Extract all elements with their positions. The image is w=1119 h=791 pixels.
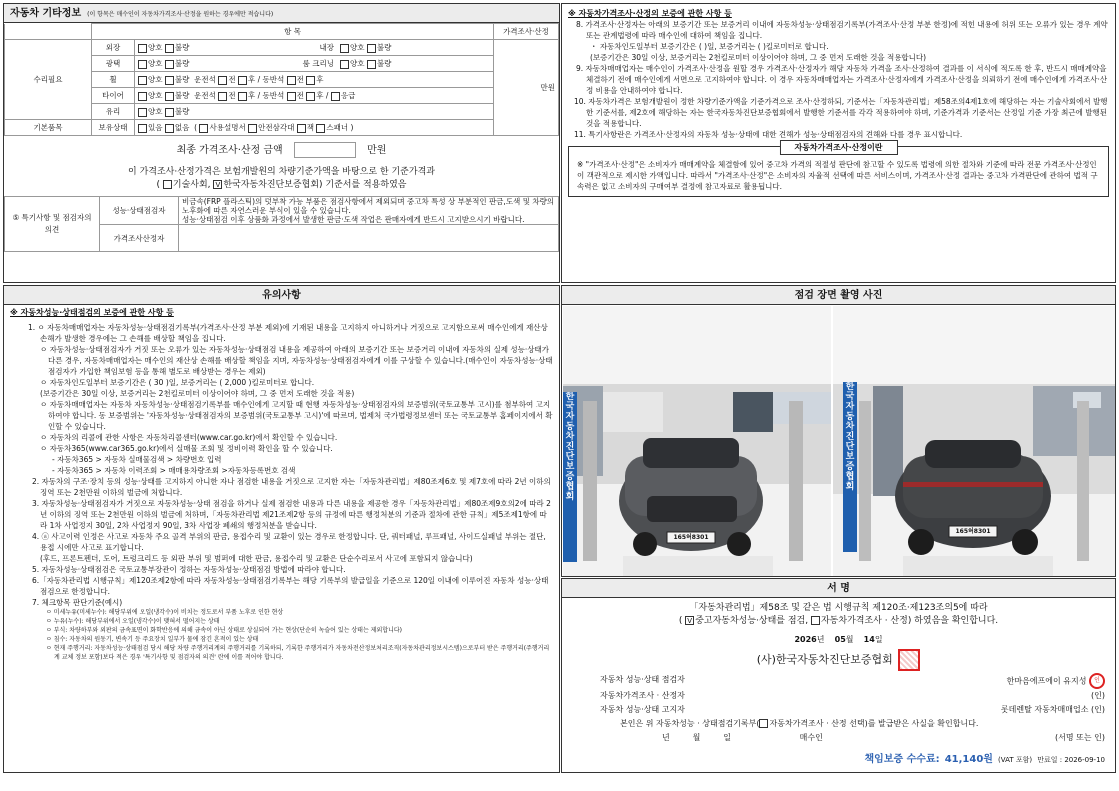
notice-p4: 4. ⓐ 사고이력 인정은 사고로 자동차 주요 골격 부위의 판금, 용접수리 및 교환이 있는 경우로 한정합니다. 단, 쿼터패널, 루프패널, 사이드실패널 부위는 절단, 용접 시에만 사고로 표기합니다. bbox=[32, 532, 546, 552]
tire-driver-rear-checkbox[interactable] bbox=[238, 92, 247, 101]
appraiser-sign-label: 자동차가격조사 · 산정자 bbox=[600, 691, 685, 700]
interior-bad-label: 불량 bbox=[376, 43, 392, 52]
appraisal-definition-text: ※ "가격조사·산정"은 소비자가 매매계약을 체결함에 있어 중고차 가격의 적절성 판단에 참고할 수 있도록 법령에 의한 절차와 기준에 따라 전문 가격조사·산정인이 객관적으로 제시한 가액입니다. 따라서 "가격조사·산정"은 소비자의 자율적 선택에 따른 서비스이며, 가격조사·산정 결과는 중고차 가격판단에 관하여 법적 구속력은 없고 소비자의 구매여부 결정에 참고자료로 활용됩니다. bbox=[577, 160, 1098, 191]
etc-info-header bbox=[4, 4, 559, 23]
price-warranty-title: ※ 자동차가격조사·산정의 보증에 관한 사항 등 bbox=[568, 9, 732, 18]
appraiser-opinion-label: 가격조사산정자 bbox=[100, 225, 179, 252]
price-warranty-p8: 8. 가격조사·산정자는 아래의 보증기간 또는 보증거리 이내에 자동차성능·상태점검기록부(가격조사·산정 부분 한정)에 적힌 내용에 허위 또는 오류가 있는 경우 계약 또는 관계법령에 따라 매수인에 대하여 책임을 집니다. bbox=[576, 20, 1108, 40]
fee-label: 책임보증 수수료: bbox=[864, 754, 940, 765]
appraiser-opinion-field[interactable] bbox=[179, 225, 559, 252]
exterior-good-label: 양호 bbox=[148, 43, 163, 52]
sign-month: 05 bbox=[834, 635, 846, 644]
wheel-pass-rear-label: 후 bbox=[316, 75, 324, 84]
wheel-driver-front-label: 전 bbox=[228, 75, 236, 84]
notice-p7: 7. 체크항목 판단기준(예시) bbox=[32, 598, 123, 607]
final-price-row bbox=[4, 142, 559, 160]
used-car-inspect-checkbox[interactable]: V bbox=[685, 616, 694, 625]
org-seal-stamp bbox=[898, 649, 920, 671]
glass-good-label: 양호 bbox=[148, 107, 163, 116]
exterior-label: 외장 bbox=[92, 40, 135, 56]
notice-title: ※ 자동차성능·상태점검의 보증에 관한 사항 등 bbox=[10, 308, 174, 317]
front-banner: 한국자동차진단보증협회 bbox=[563, 392, 577, 562]
notice-p1b: ㅇ 자동차성능·상태점검자가 거짓 또는 오류가 있는 자동차성능·상태점검 내용을 제공하여 아래의 보증기간 또는 보증거리 이내에 자동차의 실제 성능·상태가 다른 경우, 자동차매매업자는 매수인의 재산상 손해를 배상할 책임을 지며, 자동차성능·상태점검자에게 이를 구상할 수 있습니다.(매수인이 자동차성능·상태점검자가 가입한 책임보험 등을 통해 별도로 배상받는 경우는 제외) bbox=[40, 345, 553, 376]
tire-label: 타이어 bbox=[92, 88, 135, 104]
engineers-society-label: 기술사회, bbox=[172, 180, 214, 190]
buyer-year: 년 bbox=[662, 733, 670, 742]
notice-p1f: ㅇ 자동차의 리콜에 관한 사항은 자동차리콜센터(www.car.go.kr)에서 확인할 수 있습니다. bbox=[40, 433, 338, 442]
buyer-signature-field[interactable]: (서명 또는 인) bbox=[1055, 733, 1105, 742]
warranty-fee-line bbox=[562, 747, 1115, 766]
inspection-photo-front bbox=[563, 306, 831, 576]
basis-paren: ( bbox=[156, 180, 163, 190]
wheel-pass-front-checkbox[interactable] bbox=[287, 76, 296, 85]
kadwa-label: 한국자동차진단보증협회) 기준서를 적용하였음 bbox=[223, 180, 407, 190]
buyer-month: 월 bbox=[692, 733, 701, 742]
tire-good-checkbox[interactable] bbox=[138, 92, 147, 101]
notice-p5: 5. 자동차성능·상태점검은 국토교통부장관이 정하는 자동차성능·상태점검 방법에 따라야 합니다. bbox=[32, 565, 346, 574]
signature-date bbox=[562, 634, 1115, 645]
notice-p1h: - 자동차365 > 자동차 실매물검색 > 차량번호 입력 bbox=[52, 455, 222, 464]
appraisal-definition-title: 자동차가격조사·산정이란 bbox=[779, 140, 897, 155]
wheel-driver-rear-checkbox[interactable] bbox=[238, 76, 247, 85]
notice-p4b: (후드, 프론트펜더, 도어, 트렁크리드 등 외판 부위 및 범퍼에 대한 판금, 용접수리 및 교환은 단순수리로서 사고에 포함되지 않습니다) bbox=[40, 554, 473, 563]
front-plate: 165허8301 bbox=[673, 534, 709, 541]
gloss-bad-label: 불량 bbox=[174, 59, 190, 68]
rear-plate: 165허8301 bbox=[955, 528, 991, 535]
tire-passenger-label: / 동반석 bbox=[257, 91, 285, 100]
kadwa-checkbox[interactable]: V bbox=[213, 180, 222, 189]
gloss-bad-checkbox[interactable] bbox=[165, 60, 174, 69]
etc-info-title: 자동차 기타정보 bbox=[10, 8, 82, 19]
wheel-good-checkbox[interactable] bbox=[138, 76, 147, 85]
opinion-note-2: 성능·상태점검 이후 상품화 과정에서 발생한 판금·도색 작업은 판매자에게 반드시 고지받으시기 바랍니다. bbox=[182, 215, 525, 224]
sign-year-unit: 년 bbox=[816, 635, 825, 644]
gloss-good-label: 양호 bbox=[148, 59, 163, 68]
sign-year: 2026 bbox=[794, 635, 817, 644]
rear-banner: 한국자동차진단보증협회 bbox=[843, 382, 857, 552]
exterior-good-checkbox[interactable] bbox=[138, 44, 147, 53]
final-price-input[interactable] bbox=[294, 142, 356, 158]
notice-p1d: (보증기간은 30일 이상, 보증거리는 2천킬로미터 이상이어야 하며, 그 중 먼저 도래한 것을 적용) bbox=[40, 389, 355, 398]
notice-check-3: ㅇ 부식: 차량하부와 외판의 금속표면이 화학반응에 의해 금속이 아닌 상태로 상실되어 가는 현상(단순히 녹슬어 있는 상태는 제외합니다) bbox=[46, 627, 403, 634]
receipt-text-b: 자동차가격조사 · 산정 선택)를 발급받은 사실을 확인합니다. bbox=[769, 719, 979, 728]
holding-status-label: 보유상태 bbox=[92, 120, 135, 136]
fee-value: 41,140원 bbox=[944, 754, 993, 765]
signature-panel bbox=[561, 578, 1116, 773]
room-bad-label: 불량 bbox=[376, 59, 392, 68]
used-car-inspect-label: 중고자동차성능·상태를 점검, bbox=[695, 616, 811, 626]
tire-pass-rear-label: 후 bbox=[316, 91, 324, 100]
interior-bad-checkbox[interactable] bbox=[367, 44, 376, 53]
price-appraisal-checkbox[interactable] bbox=[811, 616, 820, 625]
tire-driver-rear-label: 후 bbox=[247, 91, 256, 100]
wheel-bad-checkbox[interactable] bbox=[165, 76, 174, 85]
signature-confirm-line bbox=[562, 615, 1115, 628]
notice-p1g: ㅇ 자동차365(www.car365.go.kr)에서 실매물 조회 및 정비이력 확인을 할 수 있습니다. bbox=[40, 444, 333, 453]
price-basis-line1: 이 가격조사·산정가격은 보험개발원의 차량기준가액을 바탕으로 한 기준가격과 bbox=[128, 167, 435, 177]
tire-good-label: 양호 bbox=[148, 91, 163, 100]
notice-p1: 1. ㅇ 자동차매매업자는 자동차성능·상태점검기록부(가격조사·산정 부분 제외)에 기재된 내용을 고지하지 아니하거나 거짓으로 고지함으로써 매수인에게 재산상 손해가 발생한 경우에는 그 손해를 배상할 책임을 집니다. bbox=[28, 323, 548, 343]
wheel-bad-label: 불량 bbox=[174, 75, 190, 84]
spanner-checkbox[interactable] bbox=[316, 124, 325, 133]
room-good-label: 양호 bbox=[350, 59, 365, 68]
notice-check-1: ㅇ 미세누유(미세누수): 해당부위에 오일(냉각수)이 비치는 정도로서 부품 노후로 인한 현상 bbox=[46, 609, 284, 616]
signature-law-line: 「자동차관리법」제58조 및 같은 법 시행규칙 제120조·제123조의5에 따라 bbox=[689, 603, 988, 613]
price-warranty-p11: 11. 특기사항란은 가격조사·산정자의 자동차 성능·상태에 대한 견해가 성능·상태점검자의 견해와 다를 경우 표시합니다. bbox=[574, 130, 963, 139]
have-checkbox[interactable] bbox=[138, 124, 147, 133]
triangle-label: 안전삼각대 bbox=[258, 123, 295, 132]
notice-p3: 3. 자동차성능·상태점검자가 거짓으로 자동차성능·상태 점검을 하거나 실제 점검한 내용과 다른 내용을 제공한 경우「자동차관리법」제80조제9호의2에 따라 2년 이하의 징역 또는 2천만원 이하의 벌금에 처하며,「자동차관리법 제21조제2항 등의 규정에 따른 행정처분의 기준과 절차에 관한 규칙」제5조제1항에 따라 1차 사업정지 30일, 2차 사업정지 90일, 3차 사업장 폐쇄의 행정처분을 받습니다. bbox=[32, 499, 551, 530]
have-label: 있음 bbox=[148, 123, 163, 132]
tire-driver-front-label: 전 bbox=[228, 91, 236, 100]
exterior-bad-checkbox[interactable] bbox=[165, 44, 174, 53]
room-good-checkbox[interactable] bbox=[340, 60, 349, 69]
glass-good-checkbox[interactable] bbox=[138, 108, 147, 117]
gloss-label: 광택 bbox=[92, 56, 135, 72]
wheel-pass-rear-checkbox[interactable] bbox=[306, 76, 315, 85]
manual-label: 사용설명서 bbox=[209, 123, 246, 132]
opinion-label: ⑤ 특기사항 및 점검자의 의견 bbox=[5, 197, 100, 252]
sign-month-unit: 월 bbox=[845, 635, 854, 644]
appraiser-sign-value: (인) bbox=[1091, 691, 1105, 700]
tire-bad-label: 불량 bbox=[174, 91, 190, 100]
final-price-label: 최종 가격조사·산정 금액 bbox=[176, 145, 283, 156]
buyer-day: 일 bbox=[723, 733, 731, 742]
notice-p6: 6.「자동차관리법 시행규칙」제120조제2항에 따라 자동차성능·상태점검기록부는 해당 기록부의 발급일을 기준으로 120일 이내에 이루어진 자동차 성능·상태점검으로 한정합니다. bbox=[32, 576, 549, 596]
final-price-unit: 만원 bbox=[367, 145, 387, 156]
signature-header: 서 명 bbox=[562, 579, 1115, 598]
etc-info-note: (이 항목은 매수인이 자동차가격조사·산정을 원하는 경우에만 적습니다) bbox=[87, 11, 274, 18]
price-unit-manwon: 만원 bbox=[494, 40, 559, 136]
tire-bad-checkbox[interactable] bbox=[165, 92, 174, 101]
tire-pass-front-label: 전 bbox=[296, 91, 304, 100]
interior-good-checkbox[interactable] bbox=[340, 44, 349, 53]
none-checkbox[interactable] bbox=[165, 124, 174, 133]
receipt-appraisal-checkbox[interactable] bbox=[759, 719, 768, 728]
price-appraisal-label: 자동차가격조사 · 산정) 하였음을 확인합니다. bbox=[820, 616, 999, 626]
price-warranty-p8b: (보증기간은 30일 이상, 보증거리는 2천킬로미터 이상이어야 하며, 그 중 먼저 도래한 것을 적용합니다) bbox=[590, 53, 927, 62]
wheel-label: 휠 bbox=[92, 72, 135, 88]
price-warranty-p10: 10. 자동차가격은 보험개발원이 정한 차량기준가액을 기준가격으로 조사·산정하되, 기준서는「자동차관리법」제58조의4제1호에 해당하는 자는 기술사회에서 발행한 기준서를, 제2호에 해당하는 자는 한국자동차진단보증협회에서 발행한 기준서를 각각 적용하여야 하며, 기준가격과 기준서는 산정일 기준 가장 최근에 발행된 것을 적용합니다. bbox=[574, 97, 1108, 128]
wheel-passenger-label: / 동반석 bbox=[257, 75, 285, 84]
notice-p1i: - 자동차365 > 자동차 이력조회 > 매매용차량조회 >자동차등록번호 검색 bbox=[52, 466, 296, 475]
jack-checkbox[interactable] bbox=[297, 124, 306, 133]
tire-driver-front-checkbox[interactable] bbox=[218, 92, 227, 101]
wheel-driver-front-checkbox[interactable] bbox=[218, 76, 227, 85]
tire-pass-front-checkbox[interactable] bbox=[287, 92, 296, 101]
wheel-driver-rear-label: 후 bbox=[247, 75, 256, 84]
room-bad-checkbox[interactable] bbox=[367, 60, 376, 69]
photo-header: 점검 장면 촬영 사진 bbox=[562, 286, 1115, 305]
opinion-table bbox=[4, 196, 559, 252]
none-label: 없음 bbox=[174, 123, 190, 132]
appraisal-definition-box bbox=[568, 143, 1109, 197]
gloss-good-checkbox[interactable] bbox=[138, 60, 147, 69]
etc-info-table: 항 목 가격조사·산정 수리필요 외장 양호 불량 내장 양호 불량 만원 광택 양호 불량 룸 크리닝 양호 불량 휠 양호 불량 운전석 전 후 / 동반석 전 후 타이어 양호 불량 운전석 전 후 / 동반석 전 후 / 응급 유리 양호 불량 기본품목 보유상태 있음 없음 ( 사용설명서 안전삼각대 잭 스패너 ) bbox=[4, 23, 559, 136]
inspector-seal-stamp: 인 bbox=[1089, 673, 1105, 689]
price-warranty-p8a: ・ 자동차인도일부터 보증기간은 ( )일, 보증거리는 ( )킬로미터로 합니다. bbox=[590, 42, 829, 51]
photo-panel bbox=[561, 285, 1116, 577]
col-item-header: 항 목 bbox=[92, 24, 494, 40]
notifier-sign-value: 롯데렌탈 자동차매매업소 (인) bbox=[1000, 705, 1105, 714]
notice-p1c: ㅇ 자동차인도일부터 보증기간은 ( 30 )일, 보증거리는 ( 2,000 )킬로미터로 합니다. bbox=[40, 378, 315, 387]
notice-check-5: ㅇ 현재 주행거리: 자동차성능·상태점검 당시 해당 차량 주행거리계의 주행거리를 기록하되, 기록한 주행거리가 자동차전산정보처리조직(자동차관리정보시스템)으로부터 받은 주행거리(주행거리계 교체 정보 포함)보다 적은 경우 '특기사항 및 점검자의 의견' 란에 이를 적어야 합니다. bbox=[46, 645, 550, 661]
spanner-label: 스패너 ) bbox=[326, 123, 354, 132]
sign-day: 14 bbox=[863, 635, 875, 644]
notice-check-2: ㅇ 누유(누수): 해당부위에서 오일(냉각수)이 맺혀서 떨어지는 상태 bbox=[46, 618, 220, 625]
tire-pass-rear-checkbox[interactable] bbox=[306, 92, 315, 101]
tire-emergency-label: 응급 bbox=[340, 91, 356, 100]
signature-rows bbox=[562, 671, 1115, 745]
price-basis-text bbox=[4, 166, 559, 192]
manual-checkbox[interactable] bbox=[199, 124, 208, 133]
price-warranty-p9: 9. 자동차매매업자는 매수인이 가격조사·산정을 원할 경우 가격조사·산정자가 해당 자동차 가격을 조사·산정하여 결과를 이 서식에 적도록 한 후, 반드시 매매계약을 체결하기 전에 매수인에게 서면으로 고지하여야 합니다. 이 경우 자동차매매업자는 가격조사·산정자에게 가격조사·산정을 의뢰하기 전에 매수인에게 가격조사·산정 비용을 안내하여야 합니다. bbox=[576, 64, 1108, 95]
inspector-sign-label: 자동차 성능·상태 점검자 bbox=[600, 675, 685, 684]
price-warranty-panel bbox=[561, 3, 1116, 283]
basic-items-label: 기본품목 bbox=[5, 120, 92, 136]
opinion-note-1: 비금속(FRP 플라스틱)의 덧부착 가능 부품은 점검사항에서 제외되며 중고차 특성 상 부분적인 판금,도색 및 차량의 노후화에 따른 자연스러운 부식이 있을 수 있습니다. bbox=[182, 197, 555, 215]
signature-org bbox=[562, 649, 1115, 671]
sign-day-unit: 일 bbox=[874, 635, 883, 644]
wheel-pass-front-label: 전 bbox=[296, 75, 304, 84]
room-cleaning-label: 룸 크리닝 bbox=[281, 56, 337, 72]
inspector-opinion-label: 성능·상태점검자 bbox=[100, 197, 179, 225]
notice-p1e: ㅇ 자동차매매업자는 자동차 자동차성능·상태점검기록부를 매수인에게 고지할 때 현행 자동차성능·상태점검자의 보증범위(국토교통부 고시)를 첨부하여 고지하여야 합니다. 동 보증범위는 '자동차성능·상태점검자의 보증범위(국토교통부 고시)'에 따르며, 법제처 국가법령정보센터 또는 국토교통부 홈페이지에서 확인할 수 있습니다. bbox=[40, 400, 553, 431]
repair-needed-label: 수리필요 bbox=[5, 40, 92, 120]
glass-label: 유리 bbox=[92, 104, 135, 120]
vehicle-etc-info-panel bbox=[3, 3, 560, 283]
notice-header: 유의사항 bbox=[4, 286, 559, 305]
interior-label: 내장 bbox=[281, 40, 337, 56]
price-basis-line2 bbox=[4, 179, 559, 192]
notice-panel bbox=[3, 285, 560, 773]
notice-check-4: ㅇ 침수: 자동차의 원동기, 변속기 등 주요장치 일부가 물에 잠긴 흔적이 있는 상태 bbox=[46, 636, 259, 643]
inspection-photo-rear bbox=[833, 306, 1115, 576]
wheel-good-label: 양호 bbox=[148, 75, 163, 84]
wheel-driver-label: 운전석 bbox=[194, 75, 216, 84]
interior-good-label: 양호 bbox=[350, 43, 365, 52]
fee-vat: (VAT 포함) bbox=[998, 756, 1033, 764]
col-price-header: 가격조사·산정 bbox=[494, 24, 559, 40]
engineers-society-checkbox[interactable] bbox=[163, 180, 172, 189]
sign-org-name: (사)한국자동차진단보증협회 bbox=[756, 653, 893, 666]
jack-label: 잭 bbox=[306, 123, 314, 132]
notice-p2: 2. 자동차의 구조·장치 등의 성능·상태를 고지하지 아니한 자나 점검한 내용을 거짓으로 고지한 자는「자동차관리법」제80조제6호 및 제7호에 따라 2년 이하의 징역 또는 2천만원 이하의 벌금에 처합니다. bbox=[32, 477, 551, 497]
inspector-sign-value: 한마음에프에이 유지성 bbox=[1006, 676, 1087, 686]
warranty-expiry: 만료일 : 2026-09-10 bbox=[1037, 756, 1105, 764]
buyer-label: 매수인 bbox=[799, 733, 823, 742]
glass-bad-label: 불량 bbox=[174, 107, 190, 116]
receipt-text-a: 본인은 위 자동차성능 · 상태점검기록부( bbox=[620, 719, 760, 728]
notifier-sign-label: 자동차 성능·상태 고지자 bbox=[600, 705, 685, 714]
confirm-paren: ( bbox=[678, 616, 686, 626]
tire-emergency-checkbox[interactable] bbox=[331, 92, 340, 101]
exterior-bad-label: 불량 bbox=[174, 43, 190, 52]
triangle-checkbox[interactable] bbox=[248, 124, 257, 133]
tire-driver-label: 운전석 bbox=[194, 91, 216, 100]
glass-bad-checkbox[interactable] bbox=[165, 108, 174, 117]
